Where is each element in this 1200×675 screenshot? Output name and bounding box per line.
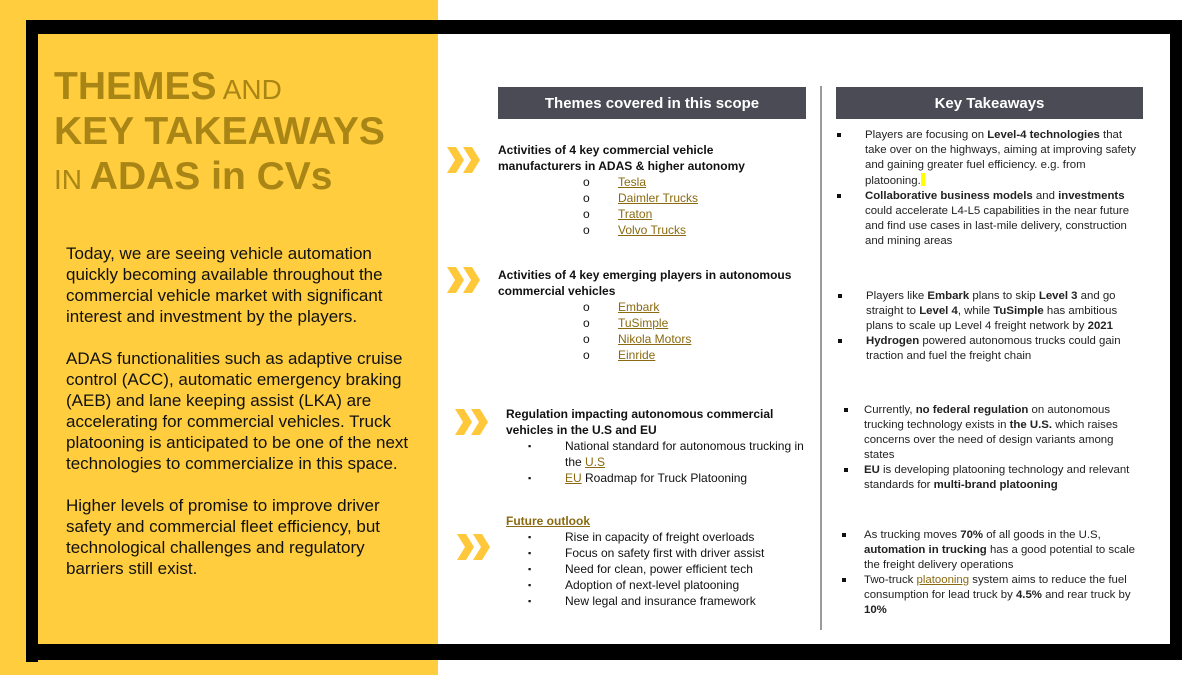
list-item [506,470,811,486]
list-item [498,315,798,331]
list-item [498,174,798,190]
bullet-marker: ▪ [528,548,532,558]
theme-regulation [506,406,811,486]
text-run: , while [957,305,994,317]
bullet-square [838,339,842,343]
text-bold: the U.S. [1009,419,1053,431]
list-item [498,331,798,347]
text-run: on autonomous trucking technology exists in [864,404,1111,431]
theme-title: Regulation impacting autonomous commercial vehicles in the U.S and EU [506,407,774,437]
text-bold: Hydrogen [866,335,920,347]
emerging-list [498,299,798,363]
bullet-marker: ▪ [528,564,532,574]
link-traton[interactable]: Traton [618,207,653,221]
bullet-square [838,294,842,298]
text-bold: 2021 [1087,320,1113,332]
column-divider [820,86,822,630]
text-bold: EU [864,464,880,476]
list-item [506,561,811,577]
bullet-marker: o [583,348,590,362]
takeaway-item [838,289,1146,334]
list-item [506,529,811,545]
takeaway-item [840,463,1140,493]
manufacturer-list [498,174,798,238]
theme-title: Activities of 4 key commercial vehicle manufacturers in ADAS & higher autonomy [498,143,745,173]
list-item [498,347,798,363]
future-item: Focus on safety first with driver assist [565,546,765,560]
text-bold: Level 4 [919,305,958,317]
slide-title [54,64,434,200]
text-run: and rear truck by [1041,589,1131,601]
takeaway-block-2 [838,289,1146,364]
text-run: powered autonomous trucks could gain traction and fuel the freight chain [866,335,1121,362]
future-item: Rise in capacity of freight overloads [565,530,755,544]
link-platooning[interactable]: platooning [916,574,970,586]
frame-right-border [1170,20,1182,660]
chevron-icon [457,532,495,562]
intro-paragraph: Today, we are seeing vehicle automation quickly becoming available throughout the commercial vehicle market with significant interest and investment by the players. [66,244,383,326]
link-volvo-trucks[interactable]: Volvo Trucks [618,223,687,237]
frame-bottom-border [26,644,1200,660]
takeaway-item [837,128,1137,189]
text-run: has a good potential to scale the freight delivery operations [864,544,1135,571]
regulation-us-text: National standard for autonomous trucking in the [565,439,804,469]
regulation-eu-text: Roadmap for Truck Platooning [581,471,748,485]
bullet-marker: ▪ [528,441,532,451]
text-run: that take over on the highways, aiming at improving safety and gaining greater fuel efficiency. e.g. from platooning. [865,129,1136,187]
chevron-icon [447,145,485,175]
bullet-marker: ▪ [528,596,532,606]
takeaway-block-3 [840,403,1140,493]
takeaway-item [840,403,1140,463]
theme-title: Activities of 4 key emerging players in autonomous commercial vehicles [498,268,792,298]
text-run: Players like [866,290,928,302]
text-bold: automation in trucking [864,544,987,556]
chevron-icon [455,407,493,437]
text-run: of all goods in the U.S, [983,529,1101,541]
link-us[interactable]: U.S [585,455,606,469]
takeaway-block-4 [840,528,1140,618]
text-bold: TuSimple [993,305,1044,317]
list-item [506,593,811,609]
list-item [498,206,798,222]
bullet-square [842,578,846,582]
text-bold: no federal regulation [915,404,1029,416]
text-run: system aims to reduce the fuel consumption for lead truck by [864,574,1127,601]
text-run: is developing platooning technology and relevant standards for [864,464,1130,491]
bullet-square [837,133,841,137]
text-bold: 4.5% [1015,589,1042,601]
bullet-marker: o [583,300,590,314]
future-list [506,529,811,609]
theme-emerging-players [498,267,798,363]
title-themes: THEMES [54,65,217,108]
future-outlook-title[interactable]: Future outlook [506,514,590,528]
future-item: Adoption of next-level platooning [565,578,740,592]
list-item [498,190,798,206]
text-bold: Embark [927,290,970,302]
title-adas: ADAS in CVs [89,155,333,199]
list-item [506,438,811,470]
title-in: IN [54,164,90,196]
list-item [506,545,811,561]
text-bold: Level 3 [1038,290,1078,302]
highlight-mark [921,173,925,186]
takeaway-item [840,528,1140,573]
bullet-square [837,194,841,198]
text-run: could accelerate L4-L5 capabilities in the near future and find use cases in last-mile delivery, construction and mining areas [865,205,1130,247]
text-run: which raises concerns over the need of design variants among states [864,419,1118,461]
text-bold: 70% [960,529,984,541]
themes-header: Themes covered in this scope [498,87,806,119]
list-item [498,299,798,315]
regulation-list [506,438,811,486]
bullet-marker: ▪ [528,473,532,483]
bullet-marker: o [583,207,590,221]
list-item [498,222,798,238]
takeaway-item [837,189,1137,249]
text-run: and go straight to [866,290,1116,317]
text-run: Players are focusing on [865,129,988,141]
text-run: Currently, [864,404,916,416]
bullet-marker: ▪ [528,532,532,542]
bullet-marker: o [583,191,590,205]
text-bold: investments [1058,190,1125,202]
link-daimler-trucks[interactable]: Daimler Trucks [618,191,699,205]
takeaway-block-1 [837,128,1137,249]
bullet-marker: o [583,223,590,237]
text-bold: multi-brand platooning [933,479,1058,491]
theme-future-outlook [506,513,811,609]
bullet-square [844,408,848,412]
takeaway-item [840,573,1140,618]
link-embark[interactable]: Embark [618,300,660,314]
theme-manufacturers [498,142,798,238]
future-item: Need for clean, power efficient tech [565,562,753,576]
intro-paragraph: ADAS functionalities such as adaptive cruise control (ACC), automatic emergency braking (AEB) and lane keeping assist (LKA) are accelerating for commercial vehicles. Truck platooning is anticipated to be one of the next technologies to commercialize in this space. [66,349,409,473]
chevron-icon [447,265,485,295]
title-key-takeaways: KEY TAKEAWAYS [54,110,385,154]
text-run: plans to skip [969,290,1039,302]
bullet-square [844,468,848,472]
bullet-square [842,533,846,537]
bullet-marker: ▪ [528,580,532,590]
text-run: and [1032,190,1059,202]
bullet-marker: o [583,332,590,346]
link-nikola-motors[interactable]: Nikola Motors [618,332,692,346]
text-run: has ambitious plans to scale up Level 4 freight network by [866,305,1118,332]
title-and: AND [216,74,282,105]
text-bold: 10% [864,604,887,616]
link-einride[interactable]: Einride [618,348,656,362]
intro-text [66,243,426,600]
future-item: New legal and insurance framework [565,594,756,608]
bullet-marker: o [583,316,590,330]
text-run: Two-truck [864,574,917,586]
text-bold: Collaborative business models [865,190,1033,202]
bullet-marker: o [583,175,590,189]
text-run: As trucking moves [864,529,961,541]
link-tesla[interactable]: Tesla [618,175,647,189]
link-tusimple[interactable]: TuSimple [618,316,669,330]
frame-right-gap [1182,20,1200,675]
text-bold: Level-4 technologies [987,129,1100,141]
frame-top-border [26,20,1200,34]
takeaway-item [838,334,1146,364]
intro-paragraph: Higher levels of promise to improve driver safety and commercial fleet efficiency, but technological challenges and regulatory barriers still exist. [66,496,381,578]
frame-left-border [26,20,38,662]
link-eu[interactable]: EU [565,471,582,485]
list-item [506,577,811,593]
takeaways-header: Key Takeaways [836,87,1143,119]
